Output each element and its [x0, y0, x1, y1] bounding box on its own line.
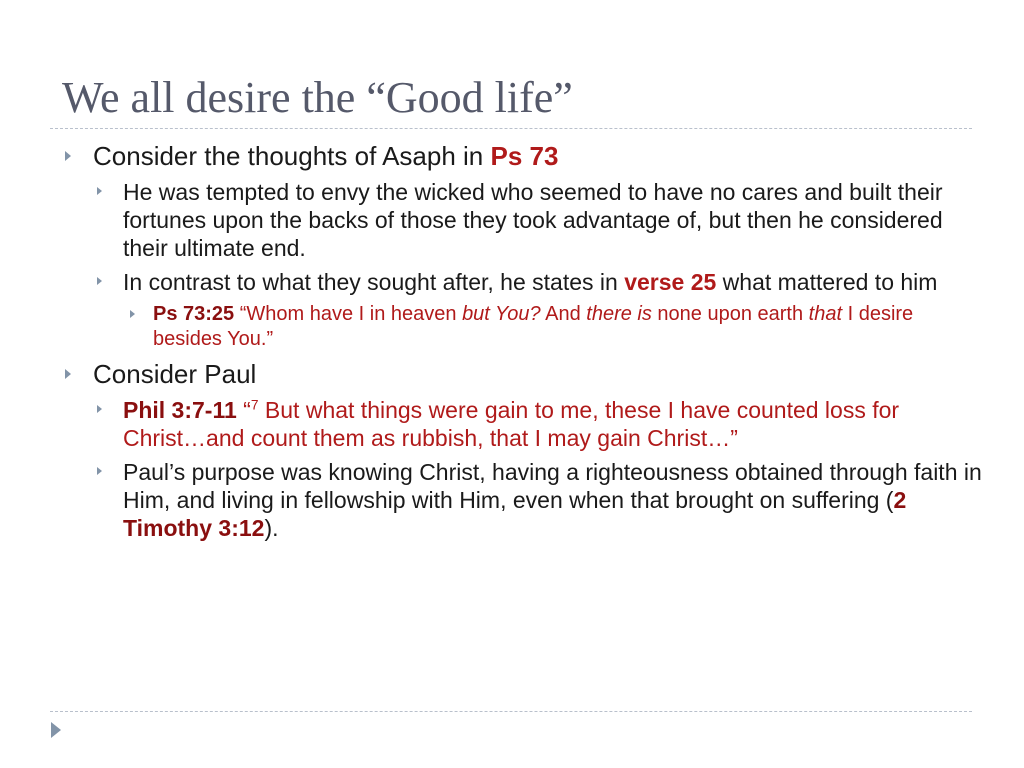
slide-content	[0, 140, 1024, 548]
bullet-arrow-icon	[97, 467, 102, 475]
bullet-paul	[0, 358, 1024, 390]
bullet-purpose	[0, 458, 1024, 542]
bullet-contrast	[0, 268, 1024, 296]
ref-verse-25: verse 25	[624, 269, 717, 295]
slide-title: We all desire the “Good life”	[62, 73, 573, 122]
phil-open-quote: “	[236, 397, 251, 423]
quote-italic-2: there is	[586, 303, 652, 325]
bullet-contrast-text-after: what mattered to him	[716, 269, 938, 295]
bullet-ps-73-25	[0, 302, 1024, 352]
quote-part-2: And	[540, 303, 587, 325]
quote-part-4: I desire besides You.”	[153, 303, 914, 350]
bullet-arrow-icon	[130, 310, 135, 318]
footer-divider	[50, 711, 972, 712]
bullet-arrow-icon	[97, 405, 102, 413]
bullet-tempted-text: He was tempted to envy the wicked who seemed to have no cares and built their fortunes upon the backs of those they took advantage of, but then he considered their ultimate end.	[123, 179, 943, 261]
bullet-paul-text: Consider Paul	[93, 359, 257, 389]
bullet-arrow-icon	[97, 277, 102, 285]
bullet-contrast-text-before: In contrast to what they sought after, he states in	[123, 269, 625, 295]
bullet-phil	[0, 396, 1024, 452]
ref-ps-73: Ps 73	[490, 141, 559, 171]
ref-ps-73-25: Ps 73:25	[153, 303, 235, 325]
ref-2-timothy-3-12: 2 Timothy 3:12	[123, 487, 907, 541]
bullet-arrow-icon	[65, 369, 71, 379]
verse-number: 7	[250, 397, 259, 413]
quote-part-1: “Whom have I in heaven	[234, 303, 463, 325]
ref-phil-3-7-11: Phil 3:7-11	[123, 397, 237, 423]
bullet-asaph	[0, 140, 1024, 172]
quote-italic-1: but You?	[462, 303, 541, 325]
phil-quote-text: But what things were gain to me, these I have counted loss for Christ…and count them as rubbish, that I may gain Christ…”	[123, 397, 900, 451]
bullet-purpose-text-after: ).	[264, 515, 279, 541]
footer-triangle-icon	[51, 722, 61, 738]
bullet-asaph-text: Consider the thoughts of Asaph in	[93, 141, 491, 171]
bullet-arrow-icon	[65, 151, 71, 161]
bullet-purpose-text-before: Paul’s purpose was knowing Christ, having a righteousness obtained through faith in Him, and living in fellowship with Him, even when that brought on suffering (	[123, 459, 982, 513]
quote-part-3: none upon earth	[651, 303, 809, 325]
title-divider	[50, 128, 972, 129]
quote-italic-3: that	[808, 303, 843, 325]
bullet-tempted	[0, 178, 1024, 262]
bullet-arrow-icon	[97, 187, 102, 195]
